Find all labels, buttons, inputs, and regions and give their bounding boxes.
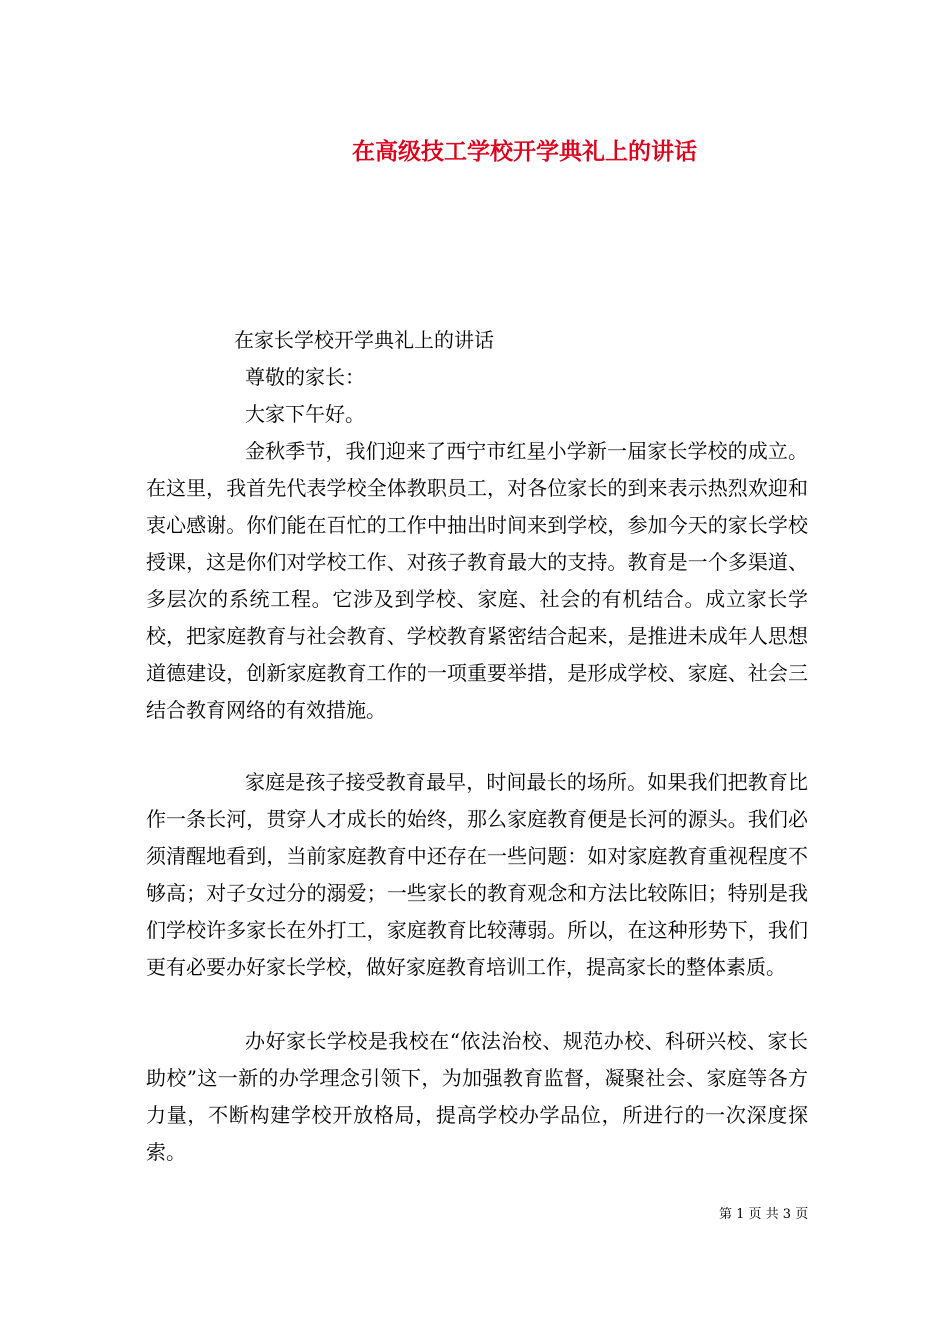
- page-number-footer: 第 1 页 共 3 页: [719, 1207, 809, 1222]
- greeting: 大家下午好。: [245, 402, 365, 426]
- paragraph-3: [146, 1023, 808, 1171]
- paragraph-text: 金秋季节，我们迎来了西宁市红星小学新一届家长学校的成立。在这里，我首先代表学校全体教职员工，对各位家长的到来表示热烈欢迎和衷心感谢。你们能在百忙的工作中抽出时间来到学校，参加今天的家长学校授课，这是你们对学校工作、对孩子教育最大的支持。教育是一个多渠道、多层次的系统工程。它涉及到学校、家庭、社会的有机结合。成立家长学校，把家庭教育与社会教育、学校教育紧密结合起来，是推进未成年人思想道德建设，创新家庭教育工作的一项重要举措，是形成学校、家庭、社会三结合教育网络的有效措施。: [146, 439, 808, 722]
- salutation: 尊敬的家长：: [245, 365, 365, 389]
- paragraph-text: 家庭是孩子接受教育最早，时间最长的场所。如果我们把教育比作一条长河，贯穿人才成长的始终，那么家庭教育便是长河的源头。我们必须清醒地看到，当前家庭教育中还存在一些问题：如对家庭教育重视程度不够高；对子女过分的溺爱；一些家长的教育观念和方法比较陈旧；特别是我们学校许多家长在外打工，家庭教育比较薄弱。所以，在这种形势下，我们更有必要办好家长学校，做好家庭教育培训工作，提高家长的整体素质。: [146, 770, 808, 979]
- page-title: 在高级技工学校开学典礼上的讲话: [352, 138, 697, 165]
- paragraph-1: [146, 433, 808, 729]
- paragraph-2: [146, 764, 808, 986]
- speech-subtitle: 在家长学校开学典礼上的讲话: [234, 328, 494, 352]
- paragraph-text: 办好家长学校是我校在“依法治校、规范办校、科研兴校、家长助校”这一新的办学理念引领下，为加强教育监督，凝聚社会、家庭等各方力量，不断构建学校开放格局，提高学校办学品位，所进行的一次深度探索。: [146, 1029, 808, 1164]
